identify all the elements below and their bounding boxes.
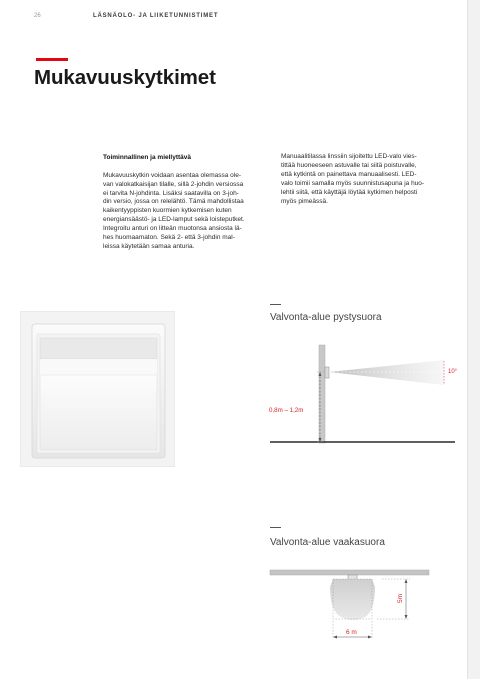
- intro-body-right: Manuaalitilassa linssiin sijoitettu LED-valo vies- tittää huoneeseen astuvalle tai siitä poistuvalle, että kytkintä on painettava manuaalisesti. LED- valo toimii samalla myös suunnistusapuna ja huo- lehtii siitä, että käyttäjä löytää kytkimen helposti myös pimeässä.: [281, 153, 425, 205]
- page-number: 26: [34, 13, 41, 19]
- angle-label: 10°: [448, 369, 458, 375]
- height-label: 0,8m – 1,2m: [269, 407, 304, 414]
- diagram-horizontal-title: Valvonta-alue vaakasuora: [270, 537, 385, 548]
- page-edge: [467, 0, 480, 679]
- intro-column-left: [103, 145, 273, 261]
- section-header: LÄSNÄOLO- JA LIIKETUNNISTIMET: [93, 13, 219, 19]
- diagram-vertical-title: Valvonta-alue pystysuora: [270, 312, 382, 323]
- title-accent-bar: [36, 58, 68, 61]
- detection-beam: [329, 360, 444, 385]
- wall-top-shape: [270, 570, 429, 575]
- depth-label: 5m: [397, 593, 404, 603]
- intro-body-left: Mukavuuskytkin voidaan asentaa olemassa ole- van valokatkaisijan tilalle, sillä 2-johdin versiossa ei tarvita N-johdinta. Lisäksi saatavilla on 3-joh- din versio, jossa on relelähtö. Tämä mahdollistaa kaikentyyppisten kuormien kytkemisen kuten energiansäästö- ja LED-lamput sekä loisteputket. Integroitu anturi on litteän muotonsa ansiosta lä- hes huomaamaton. Sekä 2- että 3-johdin mal- leissa käytetään samaa anturia.: [103, 171, 245, 250]
- switch-product-image: [20, 311, 175, 467]
- diagram-horizontal-dash: [270, 527, 281, 528]
- width-label: 6 m: [346, 629, 357, 636]
- detection-area-top: [330, 579, 375, 620]
- switch-illustration: [21, 312, 176, 468]
- page-title: Mukavuuskytkimet: [34, 66, 216, 89]
- intro-subtitle: Toiminnallinen ja miellyttävä: [103, 153, 192, 161]
- vertical-detection-diagram: [262, 335, 462, 450]
- diagram-vertical-dash: [270, 304, 281, 305]
- sensor-shape: [325, 367, 329, 378]
- horizontal-detection-diagram: [262, 565, 462, 645]
